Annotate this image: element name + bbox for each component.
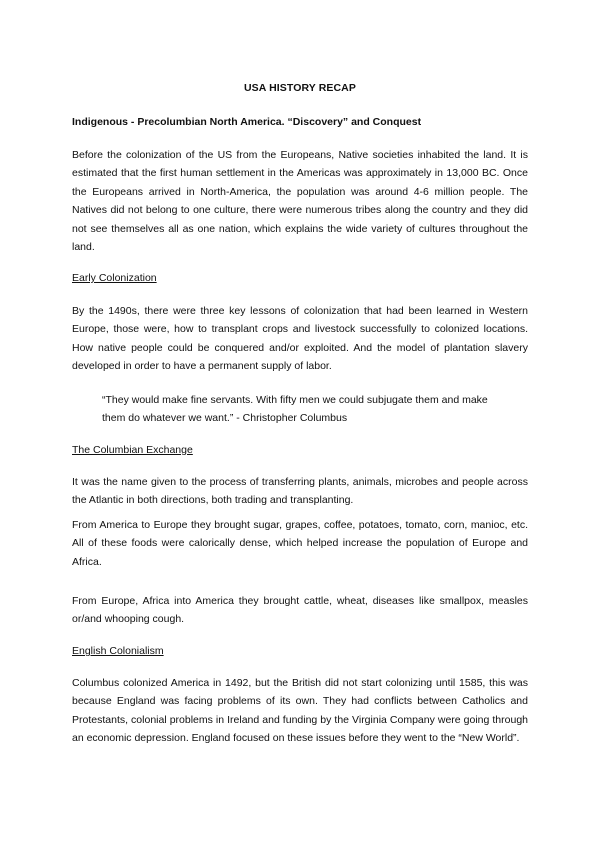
columbian-exchange-paragraph-2: From America to Europe they brought sugar, grapes, coffee, potatoes, tomato, corn, manioc, etc. All of these foods were calorically dense, which helped increase the population of Europe and Africa. <box>72 519 528 568</box>
columbus-quote: “They would make fine servants. With fifty men we could subjugate them and make them do whatever we want.” - Christopher Columbus <box>102 394 488 425</box>
document-title: USA HISTORY RECAP <box>244 82 356 94</box>
document-subtitle: Indigenous - Precolumbian North America. “Discovery” and Conquest <box>72 116 422 128</box>
heading-early-colonization: Early Colonization <box>72 272 157 284</box>
intro-paragraph: Before the colonization of the US from the Europeans, Native societies inhabited the land. It is estimated that the first human settlement in the Americas was approximately in 13,000 BC. Once the Europeans arrived in North-America, the population was around 4-6 million people. The Natives did not belong to one culture, there were numerous tribes along the country and they did not see themselves all as one nation, which explains the wide variety of cultures throughout the land. <box>72 149 528 254</box>
heading-english-colonialism: English Colonialism <box>72 645 164 657</box>
heading-columbian-exchange: The Columbian Exchange <box>72 444 193 456</box>
columbian-exchange-paragraph-1: It was the name given to the process of transferring plants, animals, microbes and people across the Atlantic in both directions, both trading and transplanting. <box>72 476 528 507</box>
columbian-exchange-paragraph-3: From Europe, Africa into America they brought cattle, wheat, diseases like smallpox, measles or/and whooping cough. <box>72 595 528 626</box>
early-colonization-paragraph: By the 1490s, there were three key lessons of colonization that had been learned in Western Europe, those were, how to transplant crops and livestock successfully to colonized locations. How native people could be conquered and/or exploited. And the model of plantation slavery developed in order to have a permanent supply of labor. <box>72 305 528 373</box>
english-colonialism-paragraph: Columbus colonized America in 1492, but the British did not start colonizing until 1585, this was because England was facing problems of its own. They had conflicts between Catholics and Protestants, colonial problems in Ireland and funding by the Virginia Company were going through an economic depression. England focused on these issues before they went to the “New World”. <box>72 677 528 745</box>
